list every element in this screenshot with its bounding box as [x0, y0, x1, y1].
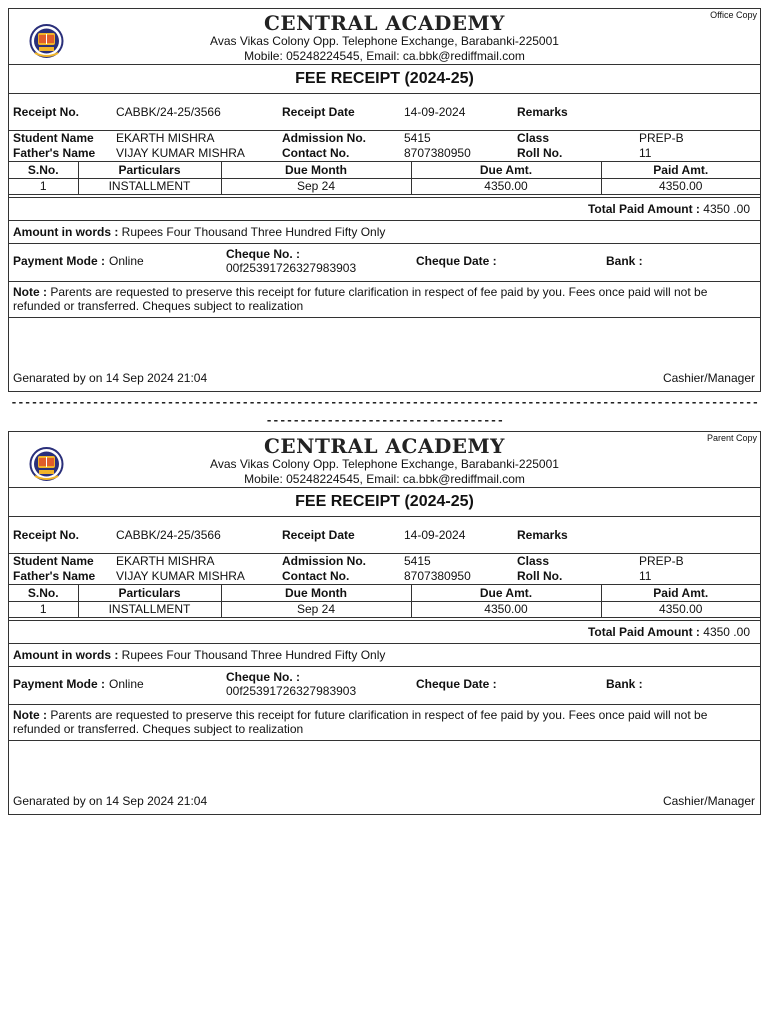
payment-row — [9, 667, 760, 705]
cashier-signature-label: Cashier/Manager — [662, 793, 755, 808]
cut-line-divider: ------------------------------------------------------------------------------------------------------------------------------------------------- — [10, 396, 759, 428]
table-cell: 4350.00 — [601, 601, 760, 617]
school-address: Avas Vikas Colony Opp. Telephone Exchange, Barabanki-225001 — [210, 457, 559, 471]
col-header: S.No. — [9, 585, 78, 601]
receipt-title: FEE RECEIPT (2024-25) — [9, 488, 760, 517]
student-name-label: Student Name — [13, 131, 94, 145]
copy-label: Parent Copy — [706, 433, 757, 443]
receipt-date-value: 14-09-2024 — [404, 528, 466, 542]
col-header: Particulars — [78, 162, 221, 178]
amount-in-words-label: Amount in words : — [13, 647, 119, 662]
cheque-no-value: 00f25391726327983903 — [226, 260, 357, 275]
receipt-title: FEE RECEIPT (2024-25) — [9, 65, 760, 94]
generated-by-text: Genarated by on 14 Sep 2024 21:04 — [13, 793, 208, 808]
fee-table — [9, 585, 760, 618]
table-cell: Sep 24 — [221, 178, 411, 194]
class-value: PREP-B — [639, 554, 684, 568]
roll-no-value: 11 — [639, 146, 652, 160]
school-logo-icon — [29, 446, 64, 483]
note-text: Parents are requested to preserve this receipt for future clarification in respect of fee paid by you. Fees once paid will not be refunded or transferred. Cheques subject to realization — [13, 707, 708, 736]
col-header: Due Amt. — [411, 162, 601, 178]
total-paid-label: Total Paid Amount : — [587, 201, 700, 216]
admission-no-value: 5415 — [404, 554, 431, 568]
receipt-footer — [9, 741, 760, 814]
cheque-date-label: Cheque Date : — [416, 253, 497, 268]
receipt-info-row — [9, 94, 760, 131]
receipt-header — [9, 432, 760, 488]
contact-no-label: Contact No. — [282, 569, 350, 583]
cashier-signature-label: Cashier/Manager — [662, 370, 755, 385]
bank-label: Bank : — [606, 253, 643, 268]
class-label: Class — [517, 131, 550, 145]
total-paid-row — [9, 198, 760, 221]
cheque-date-label: Cheque Date : — [416, 676, 497, 691]
contact-no-value: 8707380950 — [404, 146, 471, 160]
contact-no-label: Contact No. — [282, 146, 350, 160]
father-name-label: Father's Name — [13, 146, 96, 160]
receipt-footer — [9, 318, 760, 391]
cheque-no-label: Cheque No. : — [226, 246, 300, 261]
payment-row — [9, 244, 760, 282]
payment-mode-label: Payment Mode : — [13, 253, 106, 268]
col-header: Particulars — [78, 585, 221, 601]
note-label: Note : — [13, 707, 47, 722]
payment-mode-label: Payment Mode : — [13, 676, 106, 691]
amount-in-words-row — [9, 644, 760, 667]
student-name-label: Student Name — [13, 554, 94, 568]
amount-in-words-value: Rupees Four Thousand Three Hundred Fifty Only — [121, 647, 386, 662]
class-value: PREP-B — [639, 131, 684, 145]
bank-label: Bank : — [606, 676, 643, 691]
father-name-value: VIJAY KUMAR MISHRA — [116, 569, 245, 583]
cheque-no-value: 00f25391726327983903 — [226, 683, 357, 698]
fee-table-header — [9, 585, 760, 601]
student-info-row — [9, 131, 760, 162]
col-header: Paid Amt. — [601, 585, 760, 601]
receipt-header — [9, 9, 760, 65]
student-name-value: EKARTH MISHRA — [116, 131, 215, 145]
admission-no-label: Admission No. — [282, 131, 367, 145]
table-cell: 4350.00 — [411, 178, 601, 194]
receipt-no-value: CABBK/24-25/3566 — [116, 105, 221, 119]
table-cell: INSTALLMENT — [78, 601, 221, 617]
fee-table — [9, 162, 760, 195]
amount-in-words-value: Rupees Four Thousand Three Hundred Fifty Only — [121, 224, 386, 239]
note-text: Parents are requested to preserve this receipt for future clarification in respect of fee paid by you. Fees once paid will not be refunded or transferred. Cheques subject to realization — [13, 284, 708, 313]
fee-table-header — [9, 162, 760, 178]
total-paid-row — [9, 621, 760, 644]
roll-no-label: Roll No. — [517, 569, 563, 583]
student-name-value: EKARTH MISHRA — [116, 554, 215, 568]
remarks-label: Remarks — [517, 528, 568, 542]
total-paid-label: Total Paid Amount : — [587, 624, 700, 639]
receipt-date-label: Receipt Date — [282, 105, 355, 119]
payment-mode-value: Online — [109, 253, 144, 268]
fee-receipt — [8, 8, 761, 392]
contact-no-value: 8707380950 — [404, 569, 471, 583]
amount-in-words-row — [9, 221, 760, 244]
student-info-row — [9, 554, 760, 585]
table-cell: 1 — [9, 601, 78, 617]
admission-no-label: Admission No. — [282, 554, 367, 568]
amount-in-words-label: Amount in words : — [13, 224, 119, 239]
roll-no-value: 11 — [639, 569, 652, 583]
school-address: Avas Vikas Colony Opp. Telephone Exchange, Barabanki-225001 — [210, 34, 559, 48]
school-name: CENTRAL ACADEMY — [264, 11, 505, 35]
table-cell: 1 — [9, 178, 78, 194]
table-row — [9, 178, 760, 194]
note-row — [9, 282, 760, 318]
receipt-date-label: Receipt Date — [282, 528, 355, 542]
remarks-label: Remarks — [517, 105, 568, 119]
payment-mode-value: Online — [109, 676, 144, 691]
father-name-label: Father's Name — [13, 569, 96, 583]
receipt-info-row — [9, 517, 760, 554]
table-cell: 4350.00 — [601, 178, 760, 194]
table-cell: 4350.00 — [411, 601, 601, 617]
receipt-date-value: 14-09-2024 — [404, 105, 466, 119]
receipt-no-label: Receipt No. — [13, 105, 80, 119]
school-contact: Mobile: 05248224545, Email: ca.bbk@rediffmail.com — [244, 472, 525, 486]
fee-receipt — [8, 431, 761, 815]
total-paid-value: 4350 .00 — [703, 201, 750, 216]
copy-label: Office Copy — [710, 10, 757, 20]
roll-no-label: Roll No. — [517, 146, 563, 160]
col-header: S.No. — [9, 162, 78, 178]
table-cell: INSTALLMENT — [78, 178, 221, 194]
col-header: Due Amt. — [411, 585, 601, 601]
total-paid-value: 4350 .00 — [703, 624, 750, 639]
note-label: Note : — [13, 284, 47, 299]
generated-by-text: Genarated by on 14 Sep 2024 21:04 — [13, 370, 208, 385]
class-label: Class — [517, 554, 550, 568]
note-row — [9, 705, 760, 741]
admission-no-value: 5415 — [404, 131, 431, 145]
col-header: Due Month — [221, 162, 411, 178]
school-contact: Mobile: 05248224545, Email: ca.bbk@rediffmail.com — [244, 49, 525, 63]
receipt-no-label: Receipt No. — [13, 528, 80, 542]
table-row — [9, 601, 760, 617]
school-logo-icon — [29, 23, 64, 60]
col-header: Due Month — [221, 585, 411, 601]
father-name-value: VIJAY KUMAR MISHRA — [116, 146, 245, 160]
col-header: Paid Amt. — [601, 162, 760, 178]
receipt-no-value: CABBK/24-25/3566 — [116, 528, 221, 542]
table-cell: Sep 24 — [221, 601, 411, 617]
cheque-no-label: Cheque No. : — [226, 669, 300, 684]
school-name: CENTRAL ACADEMY — [264, 434, 505, 458]
